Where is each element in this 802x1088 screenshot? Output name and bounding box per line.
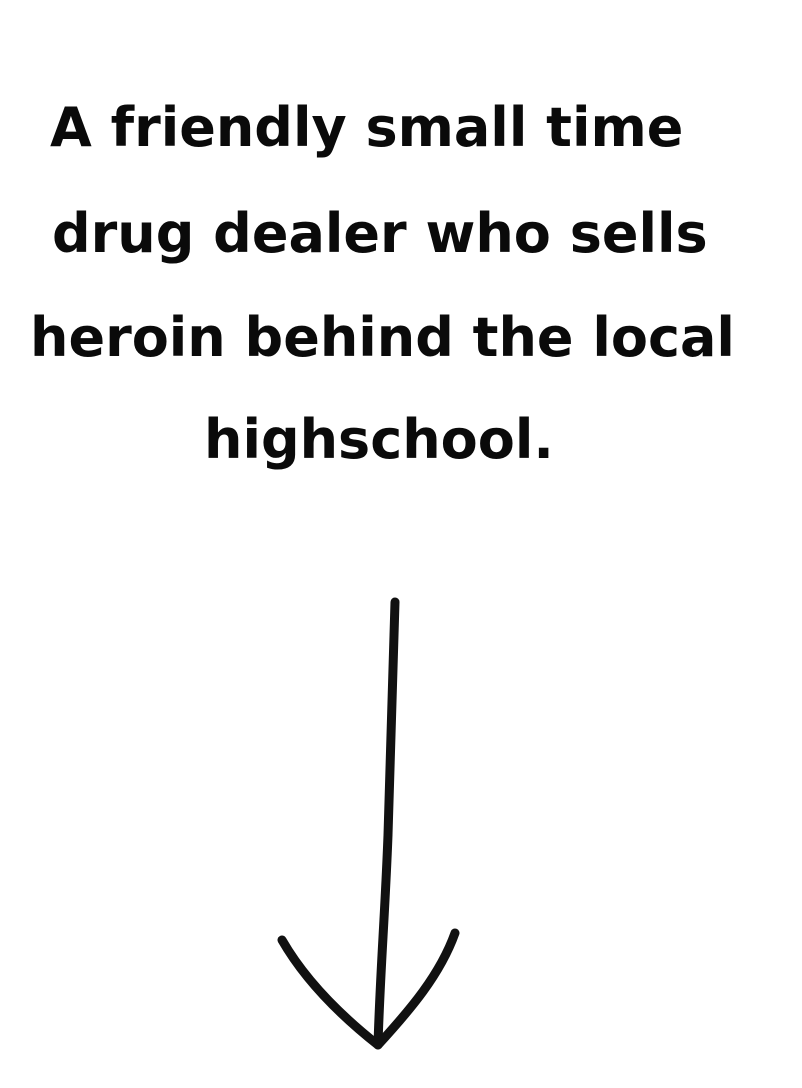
caption-line-1: A friendly small time: [50, 96, 684, 159]
arrow-head: [282, 933, 455, 1045]
arrow-shaft: [378, 602, 395, 1045]
down-arrow-icon: [260, 585, 480, 1065]
caption-text: [0, 0, 802, 500]
caption-line-3: heroin behind the local: [30, 306, 735, 369]
caption-line-4: highschool.: [204, 408, 554, 471]
caption-line-2: drug dealer who sells: [52, 202, 708, 265]
